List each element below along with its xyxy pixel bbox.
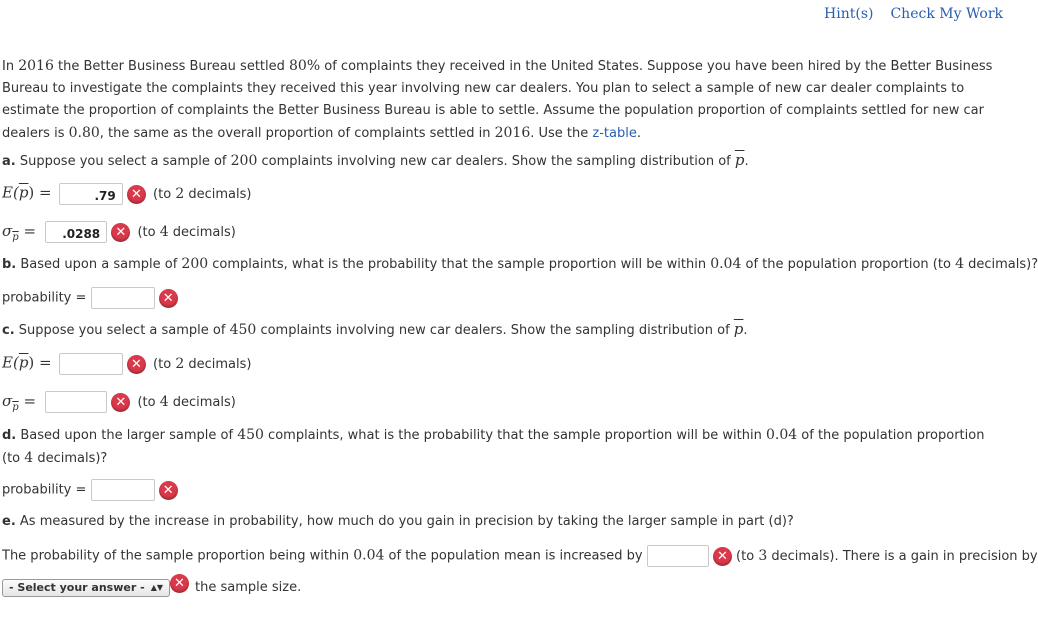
question-text: As measured by the increase in probability, how much do you gain in precision by taking the larger sample in part (d)? <box>15 514 794 529</box>
hint-text <box>736 549 1038 564</box>
expected-value-input-a[interactable]: .79 <box>59 183 123 205</box>
expected-value-row-2 <box>2 353 251 375</box>
margin-value: 0.04 <box>710 256 742 272</box>
error-x-icon: ✕ <box>127 185 146 204</box>
hint-number: 4 <box>159 223 169 240</box>
hint-text <box>137 395 235 410</box>
p-bar-symbol: p <box>12 401 19 413</box>
year: 2016 <box>494 125 531 141</box>
check-my-work-link[interactable]: Check My Work <box>890 6 1003 22</box>
expected-value-label <box>2 354 52 372</box>
margin-value: 0.04 <box>353 547 385 564</box>
p-bar-symbol: $\overline{p}$ <box>18 183 29 202</box>
z-table-link[interactable]: z-table <box>592 126 637 141</box>
margin-value: 0.04 <box>765 427 798 443</box>
question-c <box>2 320 748 340</box>
p-bar-symbol: $\overline{p}$ <box>733 320 744 338</box>
intro-text: of complaints they received in the United States. Suppose you have been hired by the Better Business Bureau to investigate the complaints they received this year involving new car dealers. You plan to select a sample of new car dealer complaints to estimate the proportion of complaints the Better Business Bureau is able to settle. Assume the population proportion of complaints settled for new car dealers is <box>2 59 993 141</box>
math-text: ) = <box>28 183 52 202</box>
percent: 80% <box>289 58 321 74</box>
intro-text: In <box>2 59 19 74</box>
probability-increase-input[interactable] <box>647 545 709 567</box>
expected-value-input-c[interactable] <box>59 353 123 375</box>
hint-text <box>153 187 251 202</box>
std-error-row-1 <box>2 221 236 247</box>
question-text: Based upon a sample of <box>16 257 182 272</box>
math-text: E( <box>2 183 19 202</box>
error-x-icon: ✕ <box>127 355 146 374</box>
error-x-icon: ✕ <box>111 223 130 242</box>
math-text: ) = <box>28 353 52 372</box>
year: 2016 <box>18 58 54 74</box>
hint-number: 2 <box>175 355 185 372</box>
sigma-symbol: σ <box>2 391 13 410</box>
error-x-icon: ✕ <box>111 393 130 412</box>
sample-size: 200 <box>181 256 209 272</box>
intro-text: . Use the <box>530 126 593 141</box>
std-error-input-c[interactable] <box>45 391 107 413</box>
question-text: decimals)? <box>33 451 108 466</box>
intro-text: , the same as the overall proportion of complaints settled in <box>99 126 495 141</box>
std-error-input-a[interactable]: .0288 <box>45 221 107 243</box>
part-label: e. <box>2 514 16 529</box>
sample-size: 450 <box>229 322 257 338</box>
probability-row-2 <box>2 479 178 501</box>
hint-part: (to <box>153 186 176 202</box>
question-text: . <box>744 154 749 169</box>
question-b <box>2 255 1038 274</box>
question-text: decimals)? <box>963 257 1038 272</box>
sample-size: 200 <box>230 153 258 169</box>
math-text: = <box>23 221 37 240</box>
question-text: complaints, what is the probability that the sample proportion will be within <box>263 428 766 443</box>
hint-part: decimals) <box>184 186 252 202</box>
question-text: of the population proportion (to <box>2 428 985 466</box>
problem-statement <box>2 55 1016 145</box>
hints-link[interactable]: Hint(s) <box>824 6 874 22</box>
question-text: Based upon the larger sample of <box>16 428 238 443</box>
hint-number: 2 <box>175 185 185 202</box>
p-bar-symbol: p <box>12 231 19 243</box>
select-label: - Select your answer - <box>9 581 145 594</box>
part-label: c. <box>2 323 15 338</box>
hint-part: (to <box>153 356 176 372</box>
hint-part: decimals) <box>184 356 252 372</box>
question-text: Suppose you select a sample of <box>14 323 230 338</box>
answer-select[interactable] <box>2 579 170 597</box>
precision-gain-row <box>2 545 1038 567</box>
population-proportion: 0.80 <box>68 125 100 141</box>
question-text: complaints, what is the probability that the sample proportion will be within <box>208 257 711 272</box>
question-e <box>2 513 794 531</box>
hint-number: 4 <box>159 393 169 410</box>
intro-text: the Better Business Bureau settled <box>53 59 290 74</box>
sample-size: 450 <box>237 427 264 443</box>
question-text: of the population proportion (to <box>741 257 956 272</box>
hint-part: decimals) <box>168 394 236 410</box>
p-bar-symbol: $\overline{p}$ <box>734 151 745 169</box>
std-error-row-2 <box>2 391 236 417</box>
hint-part: (to <box>736 548 759 564</box>
math-text: E( <box>2 353 19 372</box>
probability-label: probability = <box>2 290 87 306</box>
part-label: a. <box>2 154 16 169</box>
part-label: b. <box>2 257 17 272</box>
decimal-count: 4 <box>24 450 34 466</box>
select-arrows-icon: ▲▼ <box>150 583 163 592</box>
probability-label: probability = <box>2 482 87 498</box>
error-x-icon: ✕ <box>170 574 189 593</box>
error-x-icon: ✕ <box>159 289 178 308</box>
probability-input-d[interactable] <box>91 479 155 501</box>
hint-text <box>137 225 235 240</box>
hint-text <box>153 357 251 372</box>
p-bar-symbol: $\overline{p}$ <box>18 353 29 372</box>
hint-part: decimals) <box>168 224 236 240</box>
hint-part: decimals). There is a gain in precision by <box>767 548 1038 564</box>
hint-part: (to <box>137 394 160 410</box>
question-text: of the population mean is increased by <box>384 548 643 564</box>
sigma-p-bar-label <box>2 221 37 243</box>
probability-row-1 <box>2 287 178 309</box>
sigma-symbol: σ <box>2 221 13 240</box>
intro-text: . <box>636 126 641 141</box>
part-label: d. <box>2 428 17 443</box>
decimal-count: 4 <box>955 256 964 272</box>
question-text: complaints involving new car dealers. Show the sampling distribution of <box>257 154 735 169</box>
question-a <box>2 151 749 171</box>
top-links <box>824 6 1003 22</box>
question-d <box>2 424 1002 470</box>
hint-part: (to <box>137 224 160 240</box>
expected-value-row-1 <box>2 183 251 205</box>
question-text: complaints involving new car dealers. Show the sampling distribution of <box>256 323 734 338</box>
final-text: the sample size. <box>195 580 302 595</box>
sigma-p-bar-label <box>2 391 37 413</box>
error-x-icon: ✕ <box>713 547 732 566</box>
probability-input-b[interactable] <box>91 287 155 309</box>
error-x-icon: ✕ <box>159 481 178 500</box>
question-text: Suppose you select a sample of <box>15 154 231 169</box>
hint-number: 3 <box>758 547 768 564</box>
question-text: The probability of the sample proportion being within <box>2 548 354 564</box>
math-text: = <box>23 391 37 410</box>
question-text: . <box>743 323 748 338</box>
expected-value-label <box>2 184 52 202</box>
